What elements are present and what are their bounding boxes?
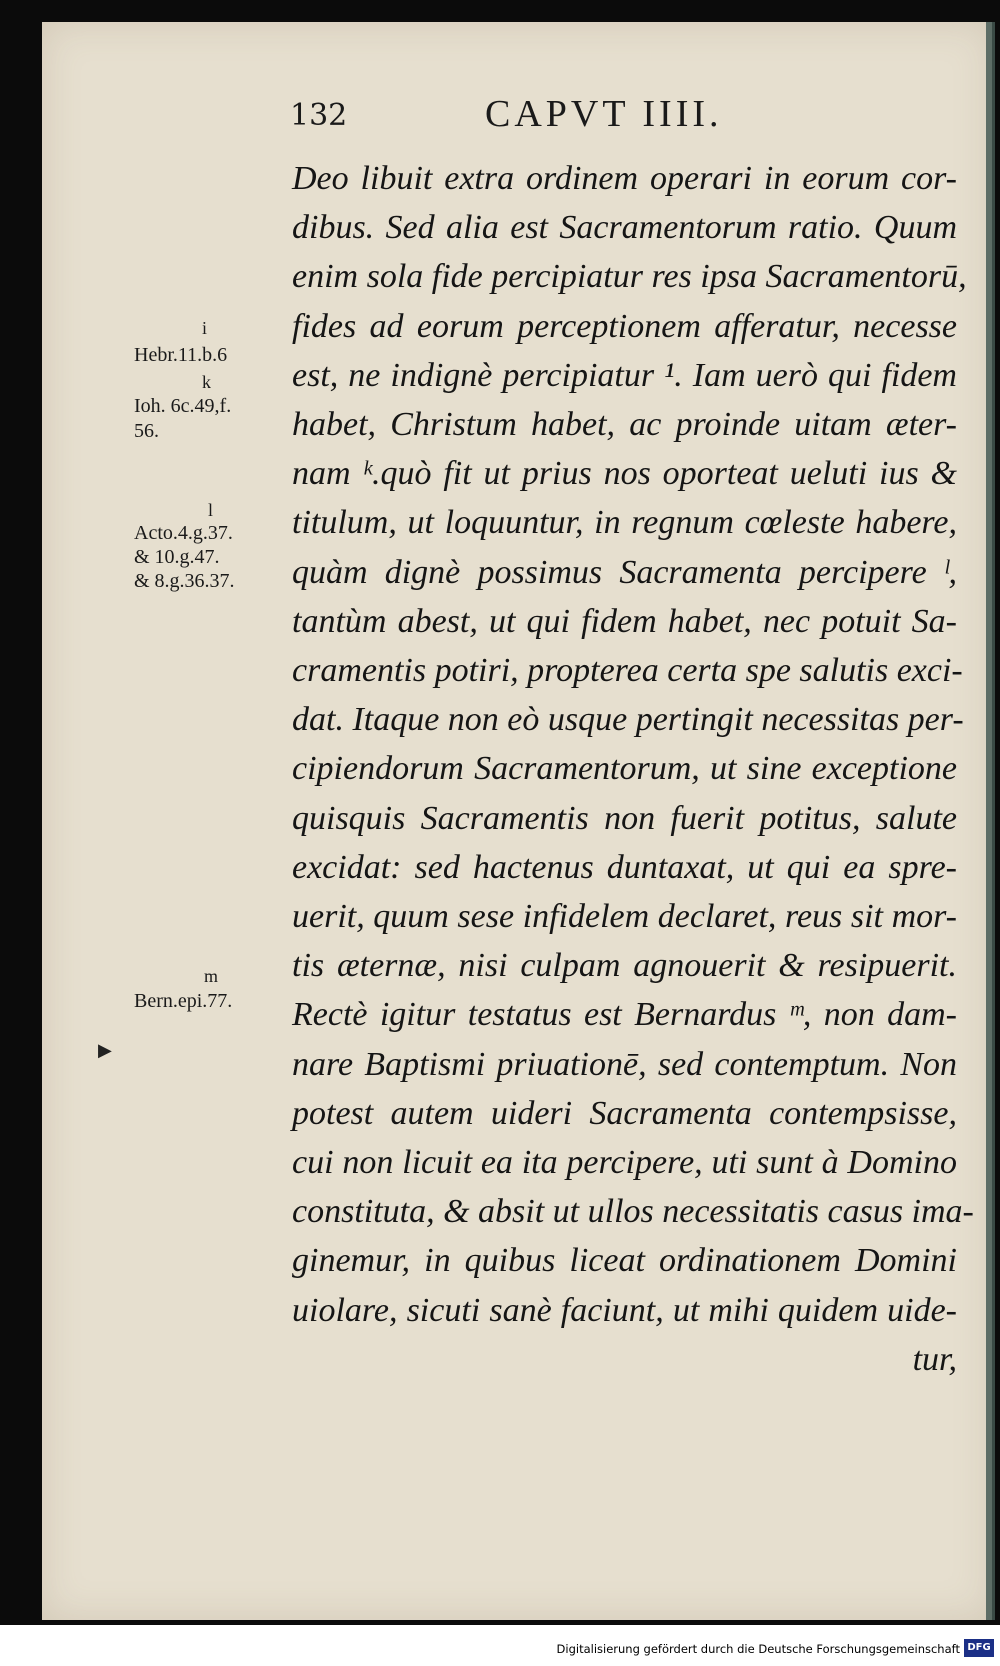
marginal-note-letter: k bbox=[202, 372, 211, 392]
footer-bar bbox=[0, 1636, 1000, 1666]
margin-arrow-icon: ▶ bbox=[98, 1040, 112, 1061]
text-line: cipiendorum Sacramentorum, ut sine exceptione bbox=[292, 750, 957, 788]
text-line: uiolare, sicuti sanè faciunt, ut mihi quidem uide- bbox=[292, 1291, 957, 1329]
marginal-note: & 8.g.36.37. bbox=[134, 570, 235, 592]
text-line: enim sola fide percipiatur res ipsa Sacramentorū, bbox=[292, 258, 967, 296]
text-line: fides ad eorum perceptionem afferatur, necesse bbox=[292, 307, 957, 345]
marginal-note-letter: l bbox=[208, 500, 214, 520]
text-line: constituta, & absit ut ullos necessitatis casus ima- bbox=[292, 1193, 974, 1231]
text-line: quàm dignè possimus Sacramenta percipere ˡ, bbox=[292, 553, 957, 591]
text-line: excidat: sed hactenus duntaxat, ut qui ea spre- bbox=[292, 848, 957, 886]
text-line: cramentis potiri, propterea certa spe salutis exci- bbox=[292, 652, 963, 690]
marginal-note-letter: i bbox=[202, 318, 208, 338]
running-title: CAPVT IIII. bbox=[485, 93, 723, 135]
text-line: dibus. Sed alia est Sacramentorum ratio. Quum bbox=[292, 209, 957, 247]
text-line: Deo libuit extra ordinem operari in eorum cor- bbox=[292, 160, 957, 197]
text-line: habet, Christum habet, ac proinde uitam æter- bbox=[292, 406, 957, 444]
body-text bbox=[292, 154, 974, 1384]
text-line: titulum, ut loquuntur, in regnum cœleste habere, bbox=[292, 504, 957, 542]
marginal-note: 56. bbox=[134, 420, 159, 442]
text-line: nam ᵏ.quò fit ut prius nos oporteat ueluti ius & bbox=[292, 455, 957, 493]
marginal-note: Bern.epi.77. bbox=[134, 990, 233, 1012]
text-line: ginemur, in quibus liceat ordinationem Domini bbox=[292, 1242, 957, 1280]
marginal-note: Hebr.11.b.6 bbox=[134, 344, 228, 366]
text-line: Rectè igitur testatus est Bernardus ᵐ, non dam- bbox=[292, 996, 957, 1034]
text-line: uerit, quum sese infidelem declaret, reus sit mor- bbox=[292, 898, 957, 936]
page-edge bbox=[986, 22, 992, 1620]
marginal-note: Acto.4.g.37. bbox=[134, 522, 233, 544]
dfg-logo-icon: DFG bbox=[964, 1639, 994, 1657]
text-line: tis æternæ, nisi culpam agnouerit & resipuerit. bbox=[292, 947, 957, 985]
marginal-note: & 10.g.47. bbox=[134, 546, 220, 568]
marginal-note: Ioh. 6c.49,f. bbox=[134, 395, 232, 417]
catchword: tur, bbox=[912, 1340, 957, 1378]
text-line: est, ne indignè percipiatur ¹. Iam uerò qui fidem bbox=[292, 356, 957, 394]
folio-number: 132 bbox=[290, 98, 348, 133]
page-header bbox=[290, 93, 790, 148]
funding-credit: Digitalisierung gefördert durch die Deutsche Forschungsgemeinschaft bbox=[556, 1642, 960, 1656]
text-line: dat. Itaque non eò usque pertingit necessitas per- bbox=[292, 701, 964, 739]
text-line: potest autem uideri Sacramenta contempsisse, bbox=[292, 1094, 957, 1132]
text-line: tantùm abest, ut qui fidem habet, nec potuit Sa- bbox=[292, 602, 957, 640]
text-line: cui non licuit ea ita percipere, uti sunt à Domino bbox=[292, 1144, 957, 1182]
text-line: nare Baptismi priuationē, sed contemptum. Non bbox=[292, 1045, 957, 1083]
marginal-note-letter: m bbox=[204, 966, 219, 986]
text-line: quisquis Sacramentis non fuerit potitus, salute bbox=[292, 799, 957, 837]
